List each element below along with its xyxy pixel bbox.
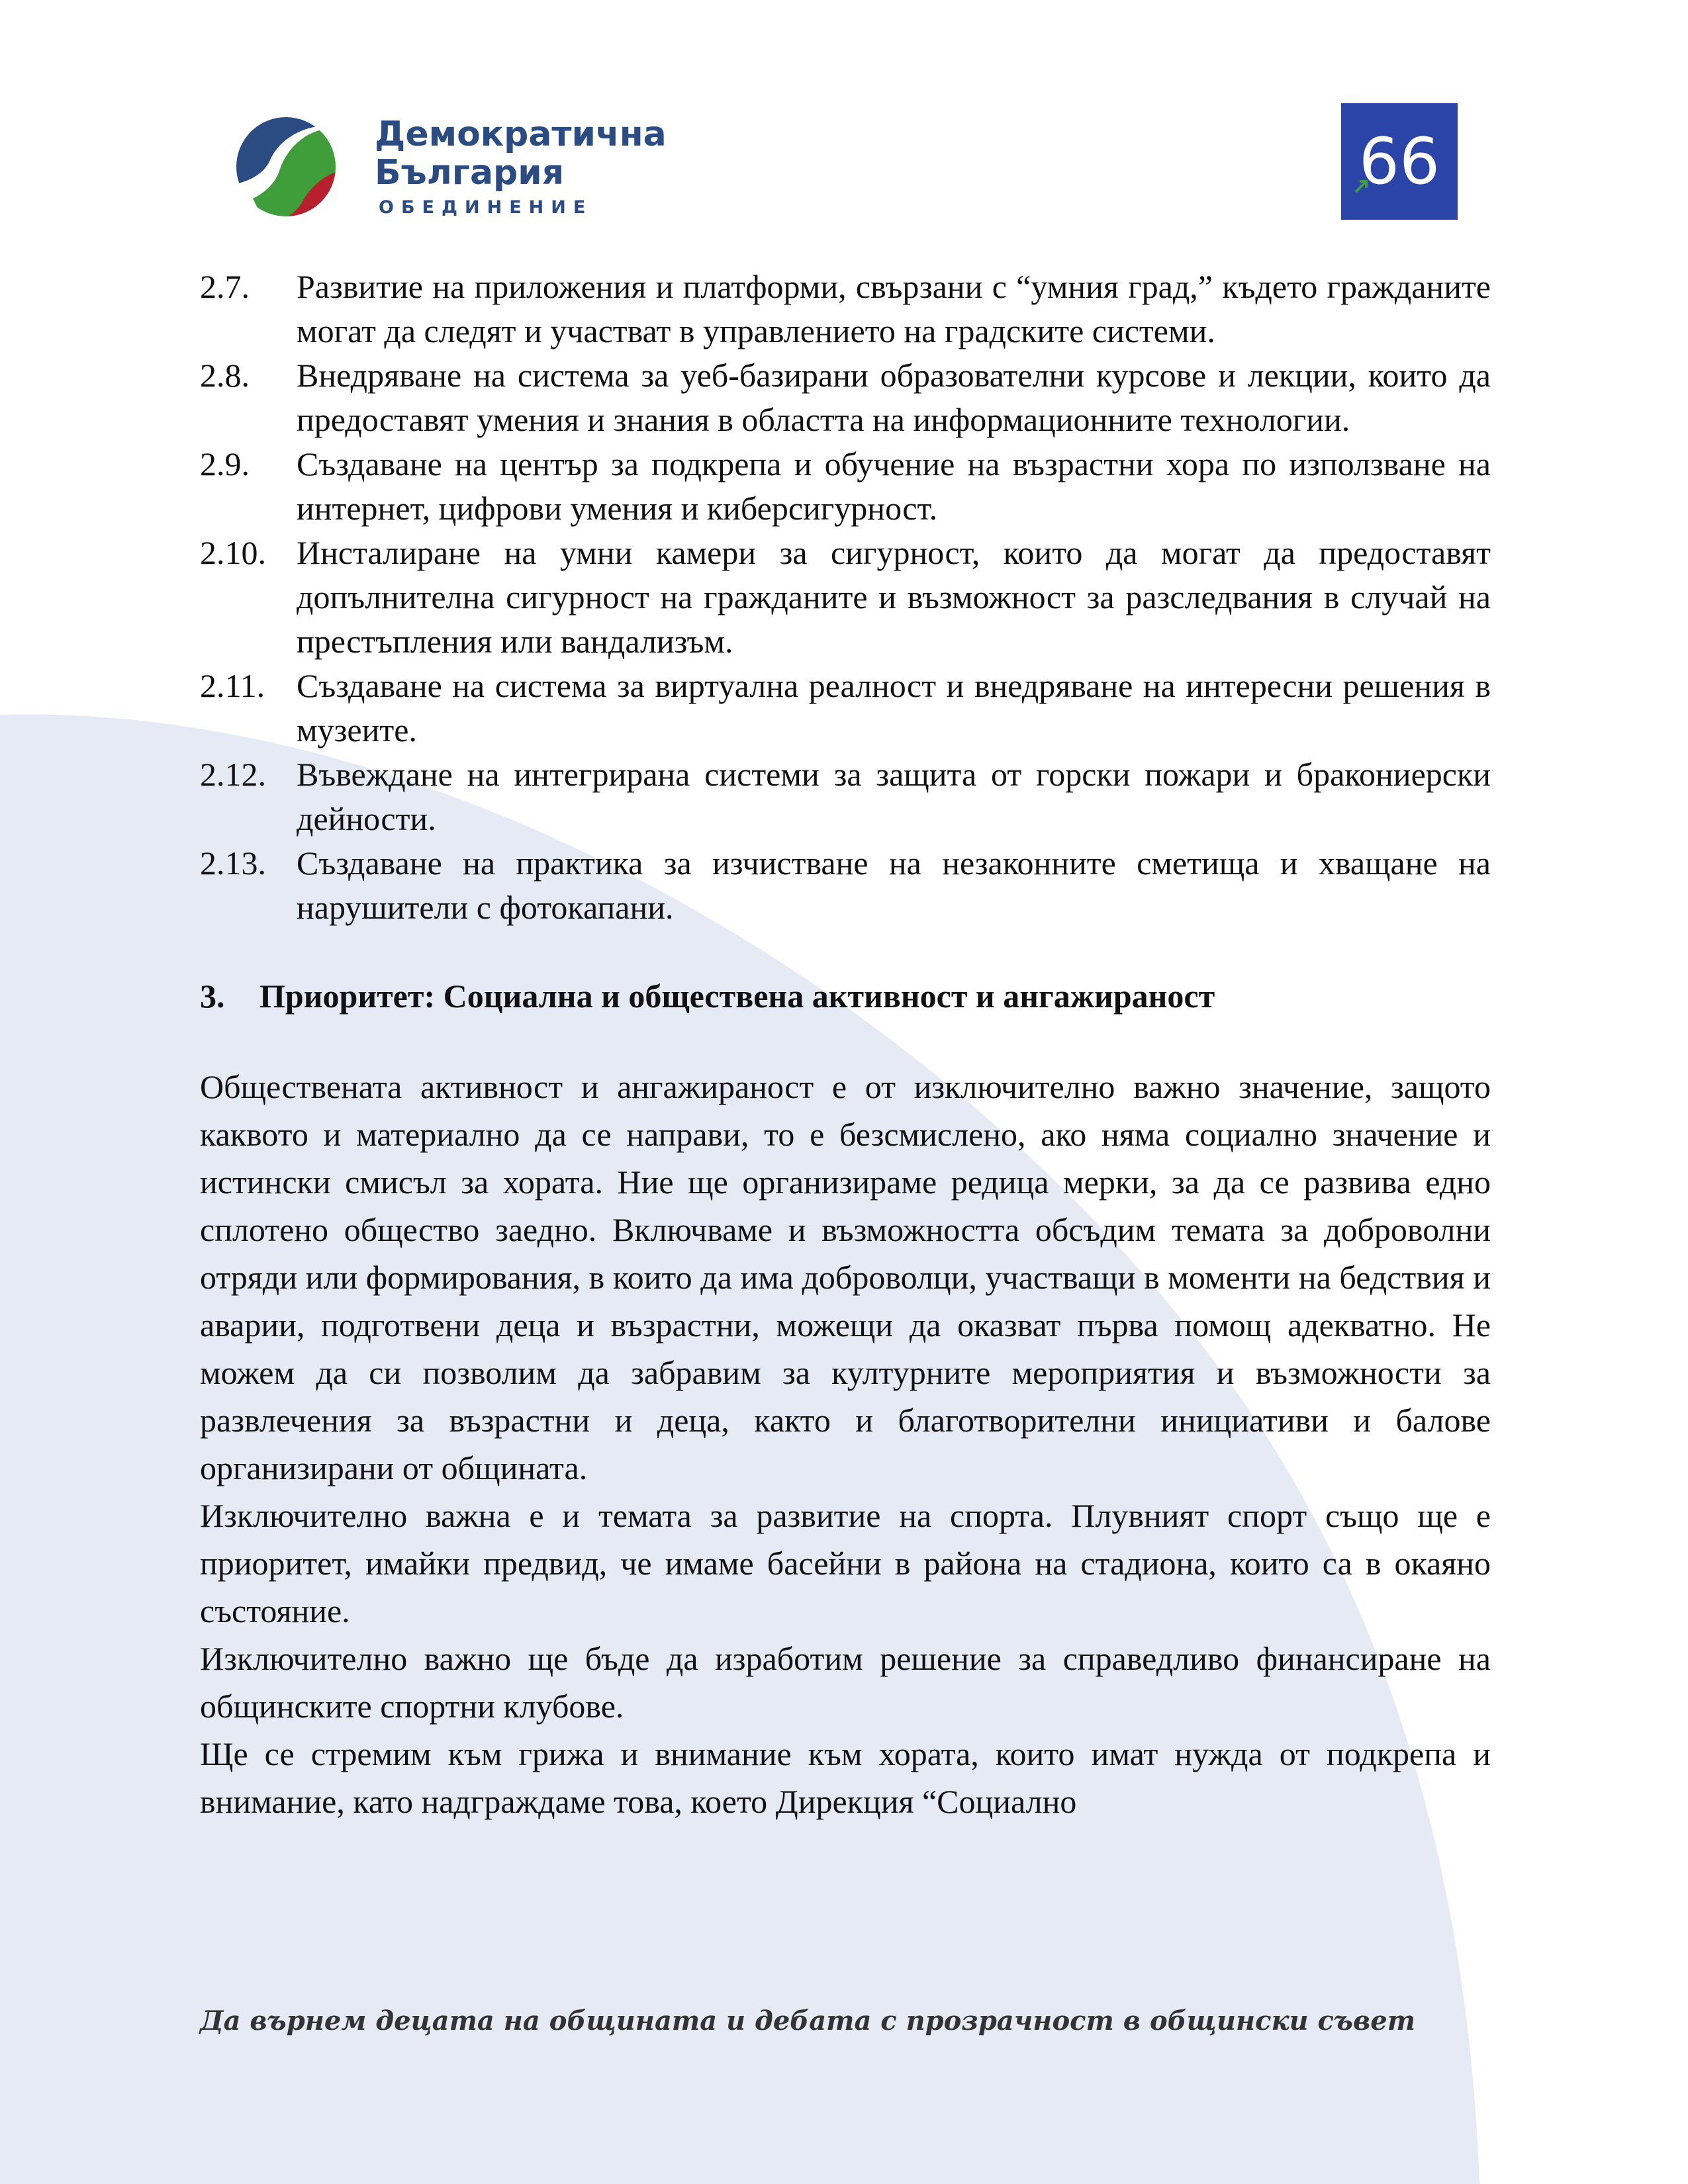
page-header bbox=[0, 0, 1688, 238]
list-item-text: Въвеждане на интегрирана системи за защита от горски пожари и бракониерски дейности. bbox=[297, 756, 1491, 837]
logo-line1: Демократична bbox=[375, 114, 667, 154]
list-item-text: Създаване на система за виртуална реалност и внедряване на интересни решения в музеите. bbox=[297, 667, 1491, 749]
list-item-text: Създаване на център за подкрепа и обучение на възрастни хора по използване на интернет, цифрови умения и киберсигурност. bbox=[297, 445, 1491, 527]
footer-slogan: Да върнем децата на общината и дебата с прозрачност в общински съвет bbox=[200, 2005, 1416, 2036]
list-item bbox=[200, 841, 1491, 930]
list-item-number: 2.7. bbox=[200, 268, 250, 305]
logo-title bbox=[375, 115, 667, 192]
page-number-badge bbox=[1341, 103, 1458, 220]
list-item-number: 2.9. bbox=[200, 445, 250, 482]
section-title: Приоритет: Социална и обществена активност и ангажираност bbox=[259, 978, 1215, 1015]
list-item-number: 2.12. bbox=[200, 756, 266, 793]
party-logo-icon bbox=[236, 116, 336, 217]
paragraph: Ще се стремим към грижа и внимание към хората, които имат нужда от подкрепа и внимание, като надграждаме това, което Дирекция “Социално bbox=[200, 1735, 1491, 1820]
list-item bbox=[200, 531, 1491, 664]
list-item-number: 2.10. bbox=[200, 534, 266, 571]
logo-subtitle: ОБЕДИНЕНИЕ bbox=[379, 197, 593, 218]
numbered-list bbox=[200, 265, 1491, 930]
list-item-text: Внедряване на система за уеб-базирани образователни курсове и лекции, които да предоставят умения и знания в областта на информационните технологии. bbox=[297, 357, 1491, 438]
list-item-number: 2.8. bbox=[200, 357, 250, 394]
page-content bbox=[200, 265, 1491, 1825]
list-item bbox=[200, 265, 1491, 353]
logo-line2: България bbox=[375, 153, 565, 193]
paragraph: Обществената активност и ангажираност е от изключително важно значение, защото каквото и материално да се направи, то е безсмислено, ако няма социално значение и истински смисъл за хората. Ние ще организираме редица мерки, за да се развива едно сплотено общество заедно. Включваме и възможността обсъдим темата за доброволни отряди или формирования, в които да има доброволци, участващи в моменти на бедствия и аварии, подготвени деца и възрастни, можещи да оказват първа помощ адекватно. Не можем да си позволим да забравим за културните мероприятия и възможности за развлечения за възрастни и деца, както и благотворителни инициативи и балове организирани от общината. bbox=[200, 1068, 1491, 1486]
list-item-text: Инсталиране на умни камери за сигурност, които да могат да предоставят допълнителна сигурност на гражданите и възможност за разследвания в случай на престъпления или вандализъм. bbox=[297, 534, 1491, 660]
paragraph: Изключително важно ще бъде да изработим решение за справедливо финансиране на общинските спортни клубове. bbox=[200, 1640, 1491, 1725]
page-number: 66 bbox=[1358, 124, 1440, 199]
list-item-text: Развитие на приложения и платформи, свързани с “умния град,” където гражданите могат да следят и участват в управлението на градските системи. bbox=[297, 268, 1491, 349]
list-item-number: 2.11. bbox=[200, 667, 265, 704]
list-item bbox=[200, 442, 1491, 531]
arrow-up-icon bbox=[1353, 177, 1370, 195]
section-heading bbox=[200, 974, 1491, 1019]
list-item-number: 2.13. bbox=[200, 844, 266, 882]
list-item bbox=[200, 664, 1491, 752]
list-item-text: Създаване на практика за изчистване на незаконните сметища и хващане на нарушители с фотокапани. bbox=[297, 844, 1491, 926]
section-number: 3. bbox=[200, 978, 225, 1015]
list-item bbox=[200, 353, 1491, 442]
paragraph: Изключително важна е и темата за развитие на спорта. Плувният спорт също ще е приоритет, имайки предвид, че имаме басейни в района на стадиона, които са в окаяно състояние. bbox=[200, 1497, 1491, 1629]
section-body bbox=[200, 1063, 1491, 1825]
list-item bbox=[200, 752, 1491, 841]
